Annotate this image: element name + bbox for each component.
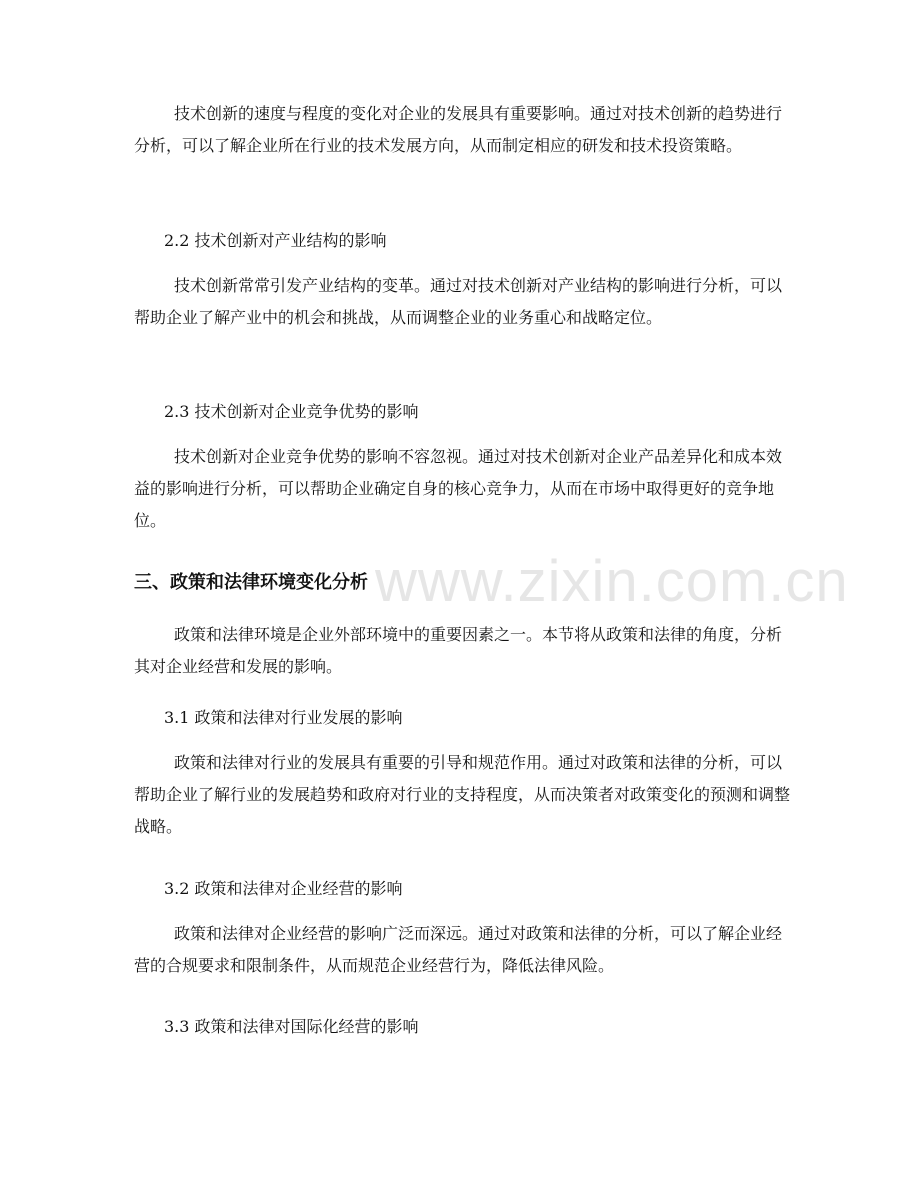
subheading-3-1: 3.1 政策和法律对行业发展的影响 xyxy=(164,708,403,727)
watermark: www.zixin.com.cn xyxy=(375,549,849,614)
paragraph xyxy=(134,918,794,982)
paragraph-text: 技术创新的速度与程度的变化对企业的发展具有重要影响。通过对技术创新的趋势进行分析，可以了解企业所在行业的技术发展方向，从而制定相应的研发和技术投资策略。 xyxy=(134,104,783,155)
paragraph-text: 政策和法律对企业经营的影响广泛而深远。通过对政策和法律的分析，可以了解企业经营的合规要求和限制条件，从而规范企业经营行为，降低法律风险。 xyxy=(134,924,783,975)
paragraph-text: 政策和法律对行业的发展具有重要的引导和规范作用。通过对政策和法律的分析，可以帮助企业了解行业的发展趋势和政府对行业的支持程度，从而决策者对政策变化的预测和调整战略。 xyxy=(134,753,791,836)
paragraph xyxy=(134,619,794,683)
subheading-2-2: 2.2 技术创新对产业结构的影响 xyxy=(164,231,387,250)
section-title: 三、政策和法律环境变化分析 xyxy=(134,572,368,593)
subheading-2-3: 2.3 技术创新对企业竞争优势的影响 xyxy=(164,402,419,421)
subheading-3-3: 3.3 政策和法律对国际化经营的影响 xyxy=(164,1017,419,1036)
subheading-3-2: 3.2 政策和法律对企业经营的影响 xyxy=(164,879,403,898)
paragraph xyxy=(134,747,794,843)
paragraph xyxy=(134,270,794,334)
paragraph xyxy=(134,98,794,162)
paragraph xyxy=(134,441,794,537)
paragraph-text: 政策和法律环境是企业外部环境中的重要因素之一。本节将从政策和法律的角度，分析其对企业经营和发展的影响。 xyxy=(134,625,783,676)
paragraph-text: 技术创新常常引发产业结构的变革。通过对技术创新对产业结构的影响进行分析，可以帮助企业了解产业中的机会和挑战，从而调整企业的业务重心和战略定位。 xyxy=(134,276,783,327)
paragraph-text: 技术创新对企业竞争优势的影响不容忽视。通过对技术创新对企业产品差异化和成本效益的影响进行分析，可以帮助企业确定自身的核心竞争力，从而在市场中取得更好的竞争地位。 xyxy=(134,447,783,530)
